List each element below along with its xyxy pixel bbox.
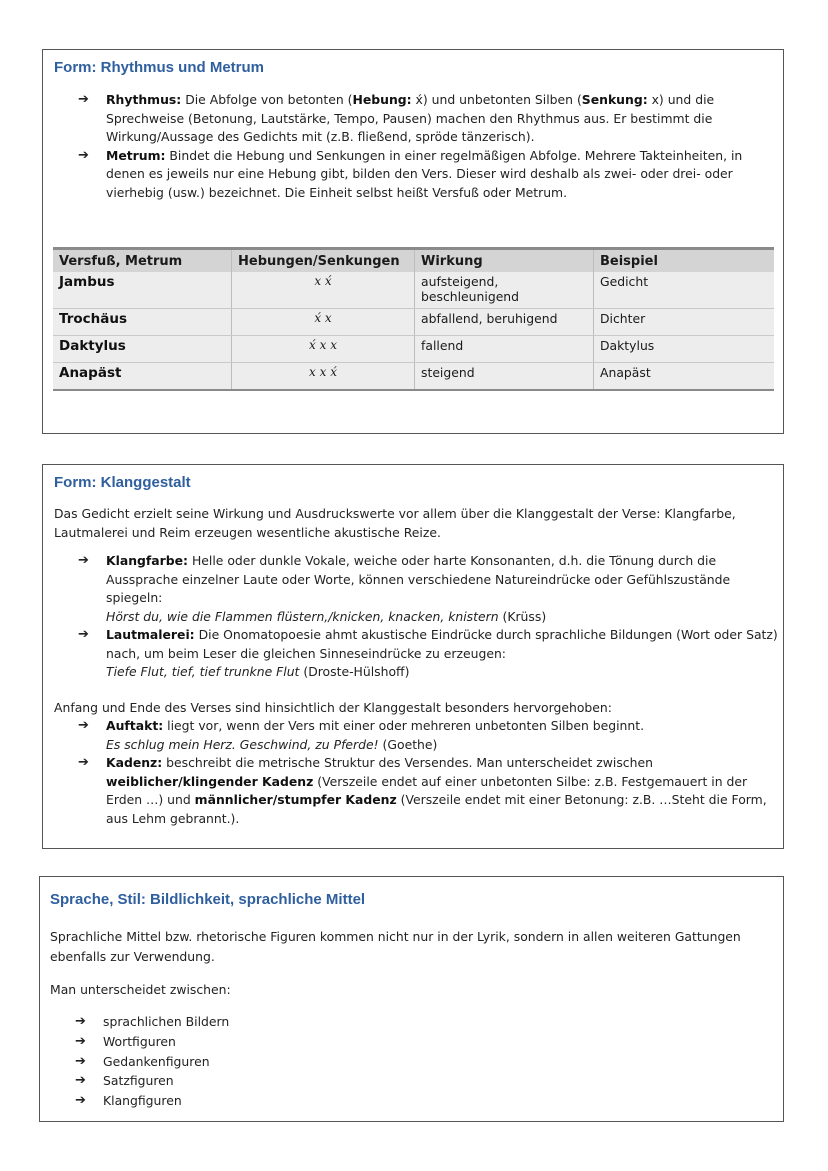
example-quote: Tiefe Flut, tief, tief trunkne Flut	[106, 664, 300, 679]
list-item-rhythmus: ➔ Rhythmus: Die Abfolge von betonten (Hebung: x́) und unbetonten Silben (Senkung: x) und die Sprechweise (Betonung, Lautstärke, Tempo, Pausen) machen den Rhythmus aus. Er bestimmt die Wirkung/Aussage des Gedichts mit (z.B. fließend, spröde tänzerisch).	[78, 92, 715, 144]
vers-intro: Anfang und Ende des Verses sind hinsichtlich der Klanggestalt besonders hervorgehoben:	[54, 700, 612, 715]
table-header-row	[53, 249, 774, 273]
table-cell: Gedicht	[594, 272, 775, 308]
table-row	[53, 308, 774, 335]
list-item: ➔ sprachlichen Bildern	[75, 1012, 575, 1032]
table-cell: steigend	[415, 362, 594, 390]
arrow-icon: ➔	[78, 92, 89, 107]
arrow-icon: ➔	[75, 1033, 86, 1049]
table-row	[53, 335, 774, 362]
table-cell: Anapäst	[53, 362, 232, 390]
list-item-auftakt: ➔ Auftakt: liegt vor, wenn der Vers mit einer oder mehreren unbetonten Silben beginnt. Es schlug mein Herz. Geschwind, zu Pferde! (Goethe)	[78, 718, 645, 752]
table-cell: Daktylus	[53, 335, 232, 362]
table-row	[53, 362, 774, 390]
table-cell: Dichter	[594, 308, 775, 335]
section-title: Form: Rhythmus und Metrum	[54, 59, 264, 76]
table-cell: aufsteigend, beschleunigend	[415, 272, 594, 308]
arrow-icon: ➔	[78, 147, 89, 163]
klang-list	[78, 552, 778, 682]
section-sprache-stil	[39, 876, 784, 1122]
versfuss-table	[53, 247, 774, 391]
definition-list	[78, 91, 778, 202]
figures-list	[75, 1012, 575, 1111]
list-item: ➔ Klangfiguren	[75, 1091, 575, 1111]
arrow-icon: ➔	[78, 755, 89, 770]
column-header: Wirkung	[415, 249, 594, 273]
table-cell: x x x́	[232, 362, 415, 390]
intro-paragraph: Das Gedicht erzielt seine Wirkung und Ausdruckswerte vor allem über die Klanggestalt der Verse: Klangfarbe, Lautmalerei und Reim erzeugen wesentliche akustische Reize.	[54, 506, 736, 540]
section-rhythmus-metrum	[42, 49, 784, 434]
table-cell: fallend	[415, 335, 594, 362]
arrow-icon: ➔	[75, 1093, 86, 1109]
example-quote: Es schlug mein Herz. Geschwind, zu Pferde!	[106, 736, 379, 752]
column-header: Beispiel	[594, 249, 775, 273]
list-item: ➔ Gedankenfiguren	[75, 1052, 575, 1072]
list-item: ➔ Wortfiguren	[75, 1032, 575, 1052]
example-quote: Hörst du, wie die Flammen flüstern,/knicken, knacken, knistern	[106, 608, 499, 624]
arrow-icon: ➔	[75, 1014, 86, 1029]
table-cell: Jambus	[53, 272, 232, 308]
table-cell: Anapäst	[594, 362, 775, 390]
section-title: Sprache, Stil: Bildlichkeit, sprachliche Mittel	[50, 891, 366, 908]
intro-paragraph: Sprachliche Mittel bzw. rhetorische Figuren kommen nicht nur in der Lyrik, sondern in allen weiteren Gattungen ebenfalls zur Verwendung.	[50, 929, 741, 964]
table-cell: x́ x	[232, 308, 415, 335]
table-cell: abfallend, beruhigend	[415, 308, 594, 335]
arrow-icon: ➔	[78, 553, 89, 568]
table-cell: x́ x x	[232, 335, 415, 362]
arrow-icon: ➔	[75, 1053, 86, 1069]
section-klanggestalt	[42, 464, 784, 849]
list-item-klangfarbe: ➔ Klangfarbe: Helle oder dunkle Vokale, weiche oder harte Konsonanten, d.h. die Tönung durch die Aussprache einzelner Laute oder Worte, können verschiedene Natureindrücke oder Gefühlszustände spiegeln: Hörst du, wie die Flammen flüstern,/knicken, knacken, knistern (Krüss)	[78, 553, 731, 624]
list-item: ➔ Satzfiguren	[75, 1071, 575, 1091]
lead-text: Man unterscheidet zwischen:	[50, 982, 231, 997]
table-cell: Trochäus	[53, 308, 232, 335]
vers-list	[78, 717, 778, 828]
arrow-icon: ➔	[78, 627, 89, 642]
list-item-kadenz: ➔ Kadenz: beschreibt die metrische Struktur des Versendes. Man unterscheidet zwischen weiblicher/klingender Kadenz (Verszeile endet auf einer unbetonten Silbe: z.B. Festgemauert in der Erden …) und männlicher/stumpfer Kadenz (Verszeile endet mit einer Betonung: z.B. …Steht die Form, aus Lehm gebrannt.).	[78, 755, 767, 826]
list-item-lautmalerei: ➔ Lautmalerei: Die Onomatopoesie ahmt akustische Eindrücke durch sprachliche Bildungen (Wort oder Satz) nach, um beim Leser die gleichen Sinneseindrücke zu erzeugen: Tiefe Flut, tief, tief trunkne Flut (Droste-Hülshoff)	[78, 627, 778, 679]
column-header: Versfuß, Metrum	[53, 249, 232, 273]
arrow-icon: ➔	[78, 718, 89, 733]
table-cell: x x́	[232, 272, 415, 308]
table-row	[53, 272, 774, 308]
section-title: Form: Klanggestalt	[54, 474, 191, 491]
list-item-metrum: ➔ Metrum: Bindet die Hebung und Senkungen in einer regelmäßigen Abfolge. Mehrere Takteinheiten, in denen es jeweils nur eine Hebung gibt, bilden den Vers. Dieser wird deshalb als zwei- oder drei- oder vierhebig (usw.) bezeichnet. Die Einheit selbst heißt Versfuß oder Metrum.	[78, 147, 743, 200]
column-header: Hebungen/Senkungen	[232, 249, 415, 273]
arrow-icon: ➔	[75, 1073, 86, 1089]
table-cell: Daktylus	[594, 335, 775, 362]
